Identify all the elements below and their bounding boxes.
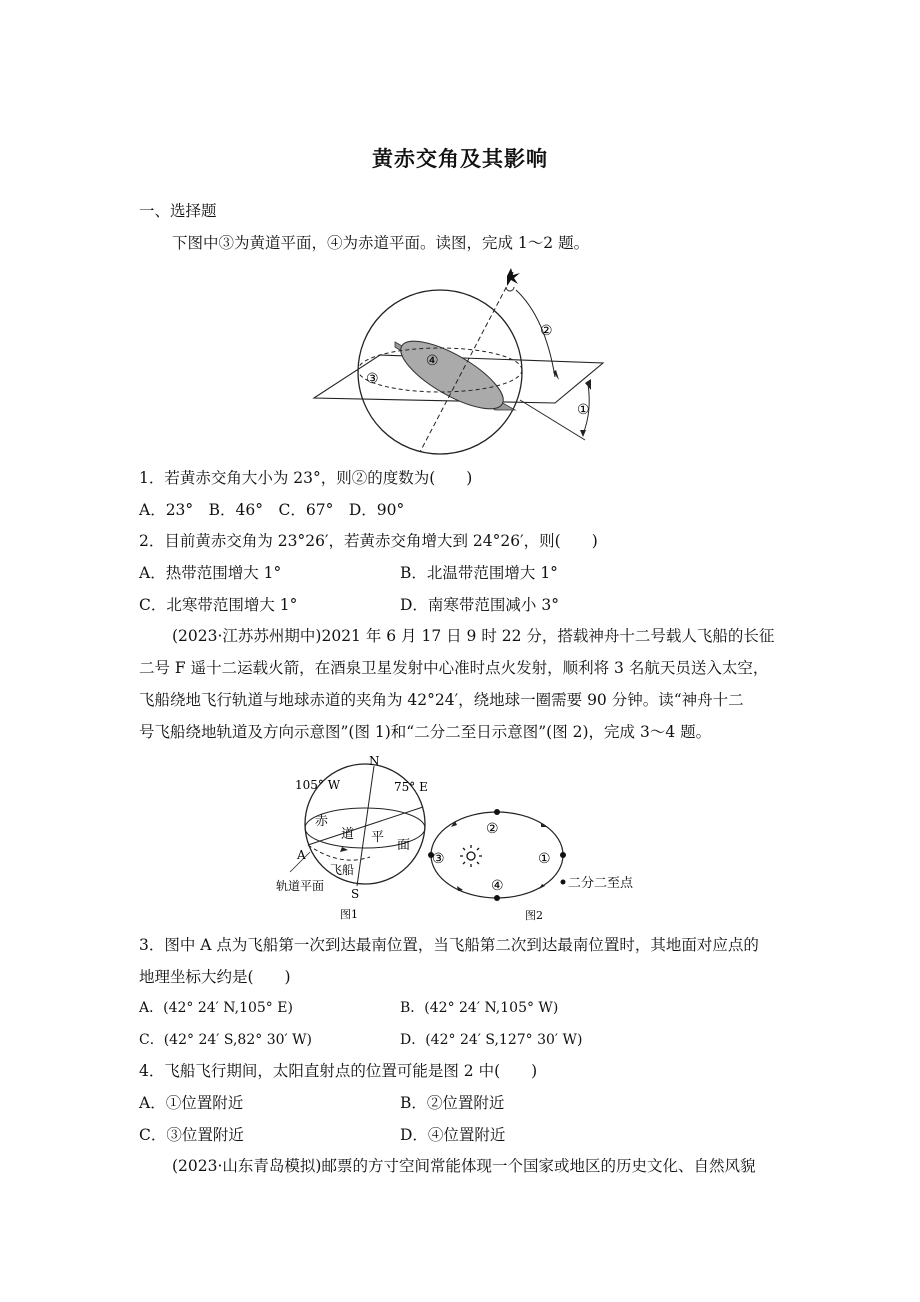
equator-char-1: 赤 — [315, 814, 329, 829]
q4-stem: 4．飞船飞行期间，太阳直射点的位置可能是图 2 中( ) — [139, 1062, 538, 1080]
passage2-line2: 二号 F 遥十二运载火箭，在酒泉卫星发射中心准时点火发射，顺利将 3 名航天员送入太空， — [139, 659, 769, 677]
q2-option-c: C．北寒带范围增大 1° — [139, 596, 298, 614]
mark-2: ② — [540, 323, 553, 339]
lon-105w-label: 105° W — [295, 778, 341, 792]
q4-option-a: A．①位置附近 — [139, 1094, 244, 1112]
mark-1: ① — [577, 402, 590, 418]
q3-option-a: A．(42° 24′ N,105° E) — [139, 1000, 293, 1016]
point-4: ④ — [491, 878, 504, 894]
mark-3: ③ — [366, 371, 379, 387]
orbit-figure — [270, 752, 440, 924]
ecliptic-figure — [300, 262, 620, 462]
south-label: S — [351, 887, 360, 901]
equator-char-2: 道 — [341, 827, 355, 842]
q3-option-d: D．(42° 24′ S,127° 30′ W) — [400, 1032, 583, 1048]
point-a-label: A — [297, 848, 306, 862]
q3-option-c: C．(42° 24′ S,82° 30′ W) — [139, 1032, 312, 1048]
equator-char-3: 平 — [371, 830, 385, 845]
q1-options: A．23° B．46° C．67° D．90° — [139, 501, 405, 519]
q3-option-b: B．(42° 24′ N,105° W) — [400, 1000, 559, 1016]
q3-stem-line2: 地理坐标大约是( ) — [139, 968, 291, 986]
q2-option-d: D．南寒带范围减小 3° — [400, 596, 559, 614]
spacecraft-label: 飞船 — [330, 863, 355, 877]
intro-text: 下图中③为黄道平面，④为赤道平面。读图，完成 1～2 题。 — [172, 234, 590, 252]
figure1-caption: 图1 — [340, 908, 358, 921]
page-title: 黄赤交角及其影响 — [372, 146, 548, 171]
lon-75e-label: 75° E — [394, 780, 428, 794]
passage2-line1: (2023·江苏苏州期中)2021 年 6 月 17 日 9 时 22 分，搭载神舟十二号载人飞船的长征 — [172, 627, 775, 645]
passage3-line1: (2023·山东青岛模拟)邮票的方寸空间常能体现一个国家或地区的历史文化、自然风貌 — [172, 1157, 756, 1175]
point-2: ② — [486, 821, 499, 837]
q3-stem-line1: 3．图中 A 点为飞船第一次到达最南位置，当飞船第二次到达最南位置时，其地面对应点的 — [139, 936, 759, 954]
q4-option-d: D．④位置附近 — [400, 1126, 506, 1144]
passage2-line4: 号飞船绕地轨道及方向示意图”(图 1)和“二分二至日示意图”(图 2)，完成 3～4 题。 — [139, 723, 712, 741]
q1-stem: 1．若黄赤交角大小为 23°，则②的度数为( ) — [139, 469, 473, 487]
passage2-line3: 飞船绕地飞行轨道与地球赤道的夹角为 42°24′，绕地球一圈需要 90 分钟。读“神舟十二 — [139, 691, 744, 709]
north-label: N — [369, 754, 380, 768]
point-3: ③ — [432, 851, 445, 867]
point-1: ① — [538, 851, 551, 867]
q4-option-b: B．②位置附近 — [400, 1094, 505, 1112]
q2-option-b: B．北温带范围增大 1° — [400, 564, 558, 582]
mark-4: ④ — [426, 353, 439, 369]
q2-stem: 2．目前黄赤交角为 23°26′，若黄赤交角增大到 24°26′，则( ) — [139, 532, 598, 550]
figure2-caption: 图2 — [525, 909, 543, 922]
section-heading: 一、选择题 — [139, 202, 217, 220]
star-icon — [507, 268, 520, 286]
q4-option-c: C．③位置附近 — [139, 1126, 244, 1144]
sun-icon — [460, 845, 482, 867]
q2-option-a: A．热带范围增大 1° — [139, 564, 282, 582]
solstice-figure — [425, 805, 655, 925]
equator-char-4: 面 — [397, 838, 411, 853]
orbit-plane-label: 轨道平面 — [276, 879, 325, 893]
legend-text: 二分二至点 — [568, 876, 634, 891]
